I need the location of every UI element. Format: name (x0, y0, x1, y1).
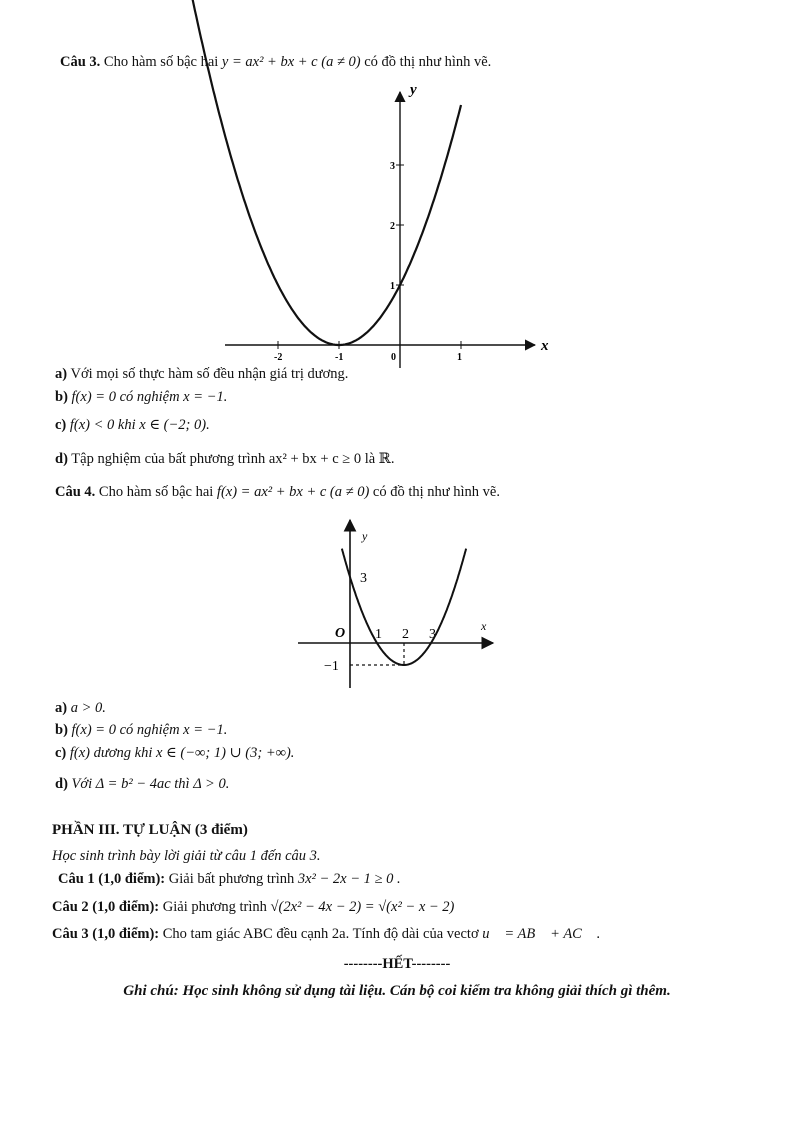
q3-option-b (55, 389, 227, 406)
part3-q2-formula: √(2x² − 4x − 2) = √(x² − x − 2) (270, 899, 455, 915)
q4-option-c-label: c) (55, 745, 67, 761)
q4-stem-before: Cho hàm số bậc hai (98, 484, 214, 500)
q3-parabola (168, 0, 461, 345)
q4-option-a (55, 700, 106, 717)
q4-y-axis-label: y (362, 529, 368, 543)
q4-stem-formula: f(x) = ax² + bx + c (a ≠ 0) (216, 484, 370, 500)
q4-option-c-text: f(x) dương khi x ∈ (−∞; 1) ∪ (3; +∞). (69, 745, 295, 761)
part3-q3-label: Câu 3 (1,0 điểm): (52, 926, 160, 942)
q4-option-a-label: a) (55, 700, 68, 716)
q3-x-tick-label: 0 (391, 352, 396, 363)
end-mark: --------HẾT-------- (343, 956, 451, 972)
q3-option-b-label: b) (55, 389, 68, 405)
q4-label: Câu 4. (55, 484, 96, 500)
q3-y-tick-label: 2 (390, 221, 395, 232)
q3-option-c (55, 417, 210, 434)
q4-origin-label: O (335, 626, 346, 641)
q3-x-axis-label: x (541, 338, 549, 354)
q3-option-a (55, 366, 348, 383)
q4-option-d-text: Với Δ = b² − 4ac thì Δ > 0. (71, 776, 230, 792)
q3-stem-after: có đồ thị như hình vẽ. (364, 54, 492, 70)
q4-option-b-label: b) (55, 722, 68, 738)
q3-x-tick-label: 1 (457, 352, 462, 363)
q3-x-tick-label: -2 (274, 352, 283, 363)
q4-y-tick-label: −1 (324, 659, 339, 674)
part3-q1-text: Giải bất phương trình (168, 871, 295, 887)
q4-option-a-text: a > 0. (70, 700, 106, 716)
q3-option-c-text: f(x) < 0 khi x ∈ (−2; 0). (69, 417, 210, 433)
q3-stem (60, 54, 491, 71)
q4-x-tick-label: 3 (429, 627, 436, 642)
q4-option-d (55, 776, 229, 793)
q3-y-tick-label: 1 (390, 281, 395, 292)
part3-heading: PHẦN III. TỰ LUẬN (3 điểm) (52, 822, 248, 838)
q4-x-tick-label: 1 (375, 627, 382, 642)
q3-label: Câu 3. (60, 54, 101, 70)
q3-option-d (55, 451, 395, 468)
q3-option-a-text: Với mọi số thực hàm số đều nhận giá trị dương. (70, 366, 349, 382)
part3-q2-label: Câu 2 (1,0 điểm): (52, 899, 160, 915)
q3-stem-formula: y = ax² + bx + c (a ≠ 0) (221, 54, 361, 70)
q3-option-a-label: a) (55, 366, 68, 382)
part3-question-2 (52, 899, 454, 916)
q3-option-d-text: Tập nghiệm của bất phương trình ax² + bx + c ≥ 0 là ℝ. (71, 451, 395, 467)
part3-q3-text: Cho tam giác ABC đều cạnh 2a. Tính độ dài của vectơ (162, 926, 479, 942)
q4-stem (55, 484, 500, 501)
q4-option-b-text: f(x) = 0 có nghiệm x = −1. (71, 722, 228, 738)
q4-option-b (55, 722, 227, 739)
q3-option-c-label: c) (55, 417, 67, 433)
q4-graph-content (298, 520, 493, 688)
q4-option-d-label: d) (55, 776, 68, 792)
q4-option-c (55, 745, 294, 762)
part3-question-3 (52, 926, 600, 943)
q4-y-tick-label: 3 (360, 571, 367, 586)
q4-parabola (342, 549, 466, 665)
q3-x-tick-label: -1 (335, 352, 344, 363)
q3-stem-before: Cho hàm số bậc hai (103, 54, 219, 70)
q3-option-b-text: f(x) = 0 có nghiệm x = −1. (71, 389, 228, 405)
part3-question-1 (58, 871, 401, 888)
part3-q2-text: Giải phương trình (162, 899, 267, 915)
q3-option-d-label: d) (55, 451, 68, 467)
part3-q1-label: Câu 1 (1,0 điểm): (58, 871, 166, 887)
q3-y-axis-label: y (410, 82, 417, 98)
part3-q3-formula: u⃗ = AB⃗ + AC⃗ . (482, 926, 601, 942)
q4-x-axis-label: x (481, 619, 487, 633)
q4-x-tick-label: 2 (402, 627, 409, 642)
q3-y-tick-label: 3 (390, 161, 395, 172)
footer-note: Ghi chú: Học sinh không sử dụng tài liệu. Cán bộ coi kiểm tra không giải thích gì thêm. (123, 983, 671, 999)
q4-stem-after: có đồ thị như hình vẽ. (372, 484, 500, 500)
part3-q1-formula: 3x² − 2x − 1 ≥ 0 . (297, 871, 401, 887)
part3-instruction: Học sinh trình bày lời giải từ câu 1 đến câu 3. (52, 848, 321, 864)
